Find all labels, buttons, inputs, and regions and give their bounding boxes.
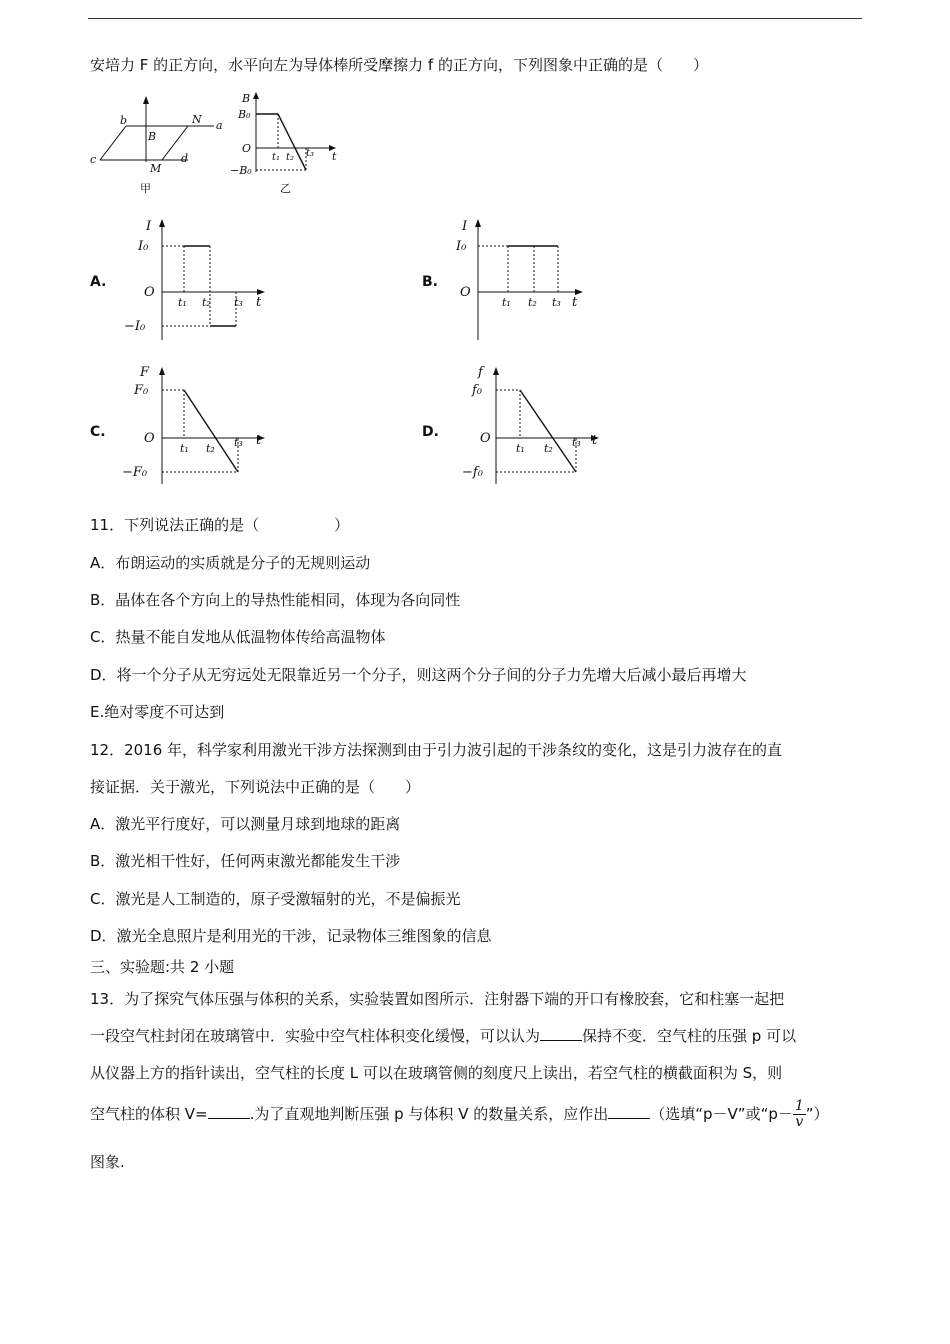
yi-label-O: O	[242, 142, 252, 155]
q11-stem: 11．下列说法正确的是（ ）	[90, 516, 350, 534]
option-a-yneg: −I₀	[124, 319, 146, 334]
option-d-t3: t₃	[572, 436, 581, 449]
option-a-t1: t₁	[178, 296, 187, 309]
option-d-ypos: f₀	[472, 383, 483, 398]
q13-line4-b: .为了直观地判断压强 p 与体积 V 的数量关系，应作出	[249, 1105, 609, 1123]
q12-option-d[interactable]: D．激光全息照片是利用光的干涉，记录物体三维图象的信息	[90, 927, 492, 945]
jia-label-b: b	[120, 114, 128, 127]
q13-blank-3[interactable]	[608, 1104, 650, 1119]
option-a-t3: t₃	[234, 296, 243, 309]
q13-line4-a: 空气柱的体积 V=	[90, 1105, 208, 1123]
q13-line4	[90, 1097, 829, 1131]
q13-blank-2[interactable]	[208, 1104, 250, 1119]
option-a-label[interactable]: A.	[90, 274, 107, 290]
figure-jia	[88, 92, 228, 196]
q11-option-b[interactable]: B．晶体在各个方向上的导热性能相同，体现为各向同性	[90, 591, 461, 609]
yi-label-t1: t₁	[272, 152, 281, 163]
q12-option-c[interactable]: C．激光是人工制造的，原子受激辐射的光，不是偏振光	[90, 890, 461, 908]
option-c-yaxis: F	[140, 365, 150, 380]
yi-label-t3: t₃	[306, 148, 315, 159]
q13-line4-c: （选填“p－V”或“p－	[650, 1105, 793, 1123]
jia-label-d: d	[181, 152, 189, 165]
q13-line5: 图象.	[90, 1153, 125, 1171]
q13-line2-a: 一段空气柱封闭在玻璃管中．实验中空气柱体积变化缓慢，可以认为	[90, 1027, 541, 1045]
yi-label-B0: B₀	[238, 108, 251, 121]
option-b-t: t	[572, 295, 578, 310]
q12-stem-line2: 接证据．关于激光，下列说法中正确的是（ ）	[90, 778, 421, 796]
q12-stem-line1: 12．2016 年，科学家利用激光干涉方法探测到由于引力波引起的干涉条纹的变化，这是引力波存在的直	[90, 741, 783, 759]
section-heading: 三、实验题:共 2 小题	[90, 958, 235, 976]
option-d-origin: O	[480, 431, 491, 446]
q13-line4-d: ”）	[805, 1105, 829, 1123]
option-c-yneg: −F₀	[122, 465, 148, 480]
q12-option-a[interactable]: A．激光平行度好，可以测量月球到地球的距离	[90, 815, 401, 833]
yi-label-t2: t₂	[286, 152, 295, 163]
jia-label-c: c	[90, 153, 97, 166]
option-a-origin: O	[144, 285, 155, 300]
q13-frac-den: v	[795, 1114, 804, 1130]
option-b-origin: O	[460, 285, 471, 300]
option-c-origin: O	[144, 431, 155, 446]
q10-stem: 安培力 F 的正方向，水平向左为导体棒所受摩擦力 f 的正方向，下列图象中正确的是（ ）	[90, 56, 708, 74]
option-a-t: t	[256, 295, 262, 310]
option-d-t2: t₂	[544, 442, 553, 455]
q11-option-e[interactable]: E.绝对零度不可达到	[90, 703, 225, 721]
yi-label-B: B	[242, 92, 251, 105]
option-b-t1: t₁	[502, 296, 511, 309]
q13-line1: 13．为了探究气体压强与体积的关系，实验装置如图所示．注射器下端的开口有橡胶套，它和柱塞一起把	[90, 990, 785, 1008]
option-d-t: t	[592, 433, 598, 448]
figure-yi	[228, 90, 346, 196]
q12-option-b[interactable]: B．激光相干性好，任何两束激光都能发生干涉	[90, 852, 401, 870]
option-c-graph[interactable]	[122, 364, 272, 490]
q13-line2	[90, 1026, 796, 1046]
yi-caption: 乙	[280, 182, 291, 195]
header-rule	[88, 18, 862, 19]
option-d-yneg: −f₀	[462, 465, 483, 480]
option-b-t2: t₂	[528, 296, 537, 309]
jia-label-N: N	[192, 113, 202, 126]
option-a-ypos: I₀	[138, 239, 149, 254]
jia-label-a: a	[216, 119, 223, 132]
option-b-ypos: I₀	[456, 239, 467, 254]
option-b-yaxis: I	[462, 219, 468, 234]
option-a-graph[interactable]	[122, 216, 272, 344]
option-d-graph[interactable]	[458, 364, 608, 490]
q11-option-d[interactable]: D．将一个分子从无穷远处无限靠近另一个分子，则这两个分子间的分子力先增大后减小最后再增大	[90, 666, 747, 684]
option-b-label[interactable]: B.	[422, 274, 438, 290]
jia-label-M: M	[150, 162, 162, 175]
q13-line2-b: 保持不变．空气柱的压强 p 可以	[582, 1027, 797, 1045]
option-a-yaxis: I	[146, 219, 152, 234]
option-c-t: t	[256, 433, 262, 448]
q13-fraction	[793, 1099, 806, 1130]
q11-option-c[interactable]: C．热量不能自发地从低温物体传给高温物体	[90, 628, 386, 646]
jia-caption: 甲	[140, 182, 151, 195]
q13-line3: 从仪器上方的指针读出，空气柱的长度 L 可以在玻璃管侧的刻度尺上读出，若空气柱的横截面积为 S，则	[90, 1064, 783, 1082]
yi-label-negB0: −B₀	[230, 164, 252, 177]
option-d-yaxis: f	[478, 365, 483, 380]
jia-label-B: B	[148, 130, 157, 143]
q13-frac-num: 1	[794, 1098, 804, 1114]
q13-blank-1[interactable]	[540, 1026, 582, 1041]
option-d-t1: t₁	[516, 442, 525, 455]
q11-option-a[interactable]: A．布朗运动的实质就是分子的无规则运动	[90, 554, 371, 572]
option-c-t2: t₂	[206, 442, 215, 455]
option-b-t3: t₃	[552, 296, 561, 309]
option-c-ypos: F₀	[134, 383, 149, 398]
option-a-t2: t₂	[202, 296, 211, 309]
option-b-graph[interactable]	[448, 216, 598, 344]
option-d-label[interactable]: D.	[422, 424, 439, 440]
option-c-label[interactable]: C.	[90, 424, 106, 440]
yi-label-t: t	[332, 150, 337, 163]
option-c-t3: t₃	[234, 436, 243, 449]
option-c-t1: t₁	[180, 442, 189, 455]
